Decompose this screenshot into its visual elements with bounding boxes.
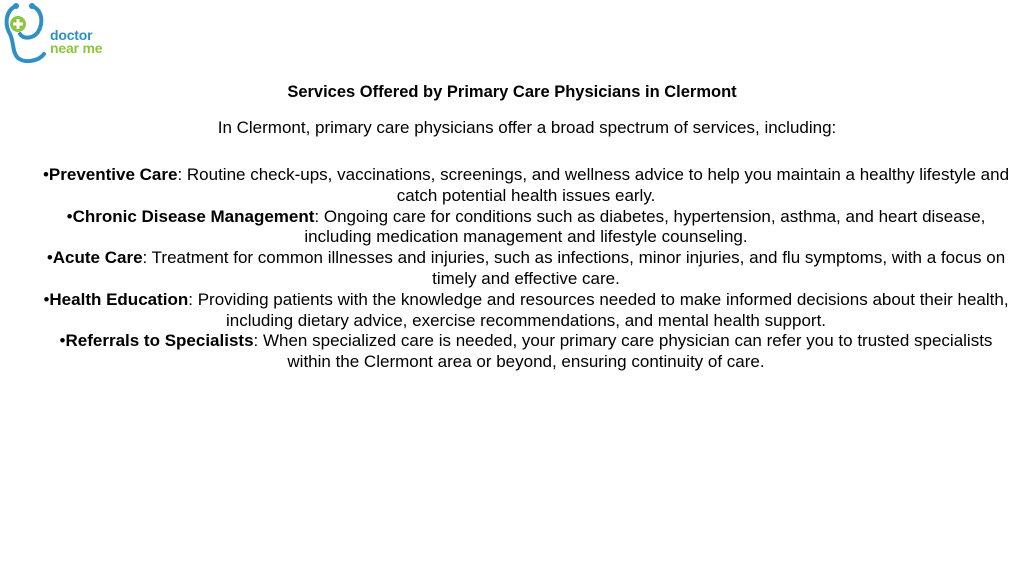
service-description: : Treatment for common illnesses and injuries, such as infections, minor injuries, and flu symptoms, with a focus on timely and effective care. [142, 248, 1006, 288]
service-name: Health Education [49, 289, 189, 309]
logo-line-doctor: doctor [50, 27, 93, 43]
bullet: • [66, 206, 73, 226]
service-name: Acute Care [52, 248, 143, 268]
list-item [40, 165, 1012, 207]
list-item [40, 331, 1012, 373]
service-description: : Ongoing care for conditions such as diabetes, hypertension, asthma, and heart disease, including medication management and lifestyle counseling. [304, 206, 986, 247]
logo-wordmark [50, 29, 102, 55]
service-description: : When specialized care is needed, your primary care physician can refer you to trusted specialists within the Clermont area or beyond, ensuring continuity of care. [253, 331, 993, 372]
doctor-near-me-logo[interactable] [2, 2, 114, 64]
service-name: Referrals to Specialists [65, 331, 254, 351]
intro-text: In Clermont, primary care physicians offer a broad spectrum of services, including: [217, 118, 837, 137]
services-list [40, 165, 1012, 373]
list-item [40, 248, 1012, 290]
bullet: • [43, 289, 50, 309]
service-description: : Providing patients with the knowledge and resources needed to make informed decisions about their health, including dietary advice, exercise recommendations, and mental health support. [188, 289, 1009, 330]
list-item [40, 207, 1012, 249]
bullet: • [59, 331, 66, 351]
service-name: Preventive Care [48, 165, 178, 184]
logo-line-near-me: near me [50, 40, 103, 56]
list-item [40, 290, 1012, 332]
service-description: : Routine check-ups, vaccinations, screenings, and wellness advice to help you maintain a healthy lifestyle and catch potential health issues early. [177, 165, 1010, 205]
bullet: • [42, 165, 49, 184]
service-name: Chronic Disease Management [72, 206, 315, 226]
bullet: • [46, 248, 53, 268]
page-title: Services Offered by Primary Care Physicians in Clermont [287, 83, 737, 101]
